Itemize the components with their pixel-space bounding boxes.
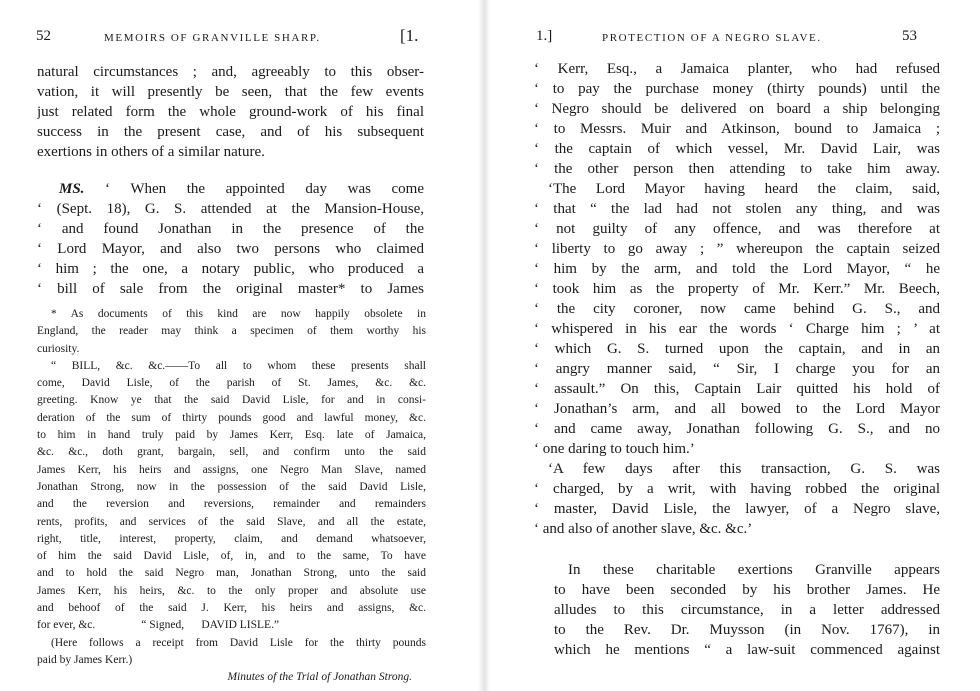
text-line: ‘ and found Jonathan in the presence of the (37, 221, 424, 237)
bracket-mark-left: [1. (400, 26, 419, 45)
manuscript-label: MS. (59, 181, 85, 197)
deed-signature-line: for ever, &c. “ Signed, DAVID LISLE.” (37, 619, 280, 632)
text-line: ‘ master, David Lisle, the lawyer, of a Negro slave, (534, 501, 940, 517)
text-line: which he mentions “ a law-suit commenced against (554, 642, 940, 658)
page-number-left: 52 (36, 28, 51, 44)
text-line: ‘ and also of another slave, &c. &c.’ (534, 521, 753, 537)
deed-line: to him in hand truly paid by James Kerr, Esq. late of Jamaica, (37, 429, 426, 442)
text-line: ‘ him ; the one, a notary public, who produced a (37, 261, 424, 277)
text-line: success in the present case, and of his subsequent (37, 124, 424, 140)
text-span: ‘ When the appointed day was come (105, 181, 424, 197)
text-line: ‘ and came away, Jonathan following G. S., and no (534, 421, 940, 437)
text-line: ‘The Lord Mayor having heard the claim, said, (548, 181, 940, 197)
text-line: In these charitable exertions Granville appears (568, 562, 940, 578)
left-page-header (0, 26, 478, 54)
text-line: ‘ assault.” On this, Captain Lair quitted his hold of (534, 381, 940, 397)
deed-line: and to hold the said Negro man, Jonathan Strong, unto the said (37, 567, 426, 580)
deed-line: and the reversion and reversions, remainder and remainders (37, 498, 426, 511)
right-final-paragraph (554, 560, 940, 660)
right-page (490, 0, 980, 691)
text-line: ‘ the city coroner, now came behind G. S., and (534, 301, 940, 317)
receipt-note-line: paid by James Kerr.) (37, 653, 133, 666)
running-head-right: PROTECTION OF A NEGRO SLAVE. (602, 32, 822, 44)
running-head-left: MEMOIRS OF GRANVILLE SHARP. (104, 32, 321, 44)
text-line: vation, it will presently be seen, that the few events (37, 84, 424, 100)
text-line: ‘ not guilty of any offence, and was therefore at (534, 221, 940, 237)
text-line: ‘ him by the arm, and told the Lord Mayor, “ he (534, 261, 940, 277)
deed-line: &c. &c., doth grant, bargain, sell, and confirm unto the said (37, 446, 426, 459)
text-line: ‘ which G. S. turned upon the captain, and in an (534, 341, 940, 357)
text-line: ‘ liberty to go away ; ” whereupon the captain seized (534, 241, 940, 257)
text-line: exertions in others of a similar nature. (37, 144, 265, 160)
text-line: ‘ to pay the purchase money (thirty pounds) until the (534, 81, 940, 97)
text-line: ‘ to Messrs. Muir and Atkinson, bound to Jamaica ; (534, 121, 940, 137)
text-line: ‘ one daring to touch him.’ (534, 441, 695, 457)
text-line: ‘ Jonathan’s arm, and all bowed to the Lord Mayor (534, 401, 940, 417)
deed-line: James Kerr, his heirs and assigns, one Negro Man Slave, named (37, 463, 426, 476)
left-paragraph-2 (37, 179, 424, 299)
text-line: ‘ angry manner said, “ Sir, I charge you for an (534, 361, 940, 377)
deed-line: and behoof of the said J. Kerr, his heirs and assigns, &c. (37, 602, 426, 615)
text-line: ‘ that “ the lad had not stolen any thing, and was (534, 201, 940, 217)
footnote-line: curiosity. (37, 342, 80, 355)
deed-line: “ BILL, &c. &c.——To all to whom these presents shall (51, 359, 426, 372)
text-line: just related form the whole ground-work of his final (37, 104, 424, 120)
left-page (0, 0, 478, 691)
text-line: natural circumstances ; and, agreeably to this obser- (37, 64, 424, 80)
text-line: to the Rev. Dr. Muysson (in Nov. 1767), in (554, 622, 940, 638)
text-line: ‘ the other person then attending to take him away. (534, 161, 940, 177)
footnote-line: England, the reader may think a specimen of them worthy his (37, 325, 426, 338)
receipt-note-line: (Here follows a receipt from David Lisle for the thirty pounds (51, 636, 426, 649)
right-page-header (490, 30, 980, 54)
text-line: ‘ charged, by a writ, with having robbed the original (534, 481, 940, 497)
right-body (534, 59, 940, 539)
text-line: to have been seconded by his brother James. He (554, 582, 940, 598)
deed-line: greeting. Know ye that the said David Lisle, for and in consi- (37, 394, 426, 407)
text-line: ‘ Kerr, Esq., a Jamaica planter, who had refused (534, 61, 940, 77)
footnote (37, 306, 426, 687)
text-line: ‘ (Sept. 18), G. S. attended at the Mansion-House, (37, 201, 424, 217)
text-line (37, 179, 424, 199)
bracket-mark-right: 1.] (536, 28, 553, 44)
deed-line: rents, profits, and services of the said Slave, and all the estate, (37, 515, 426, 528)
deed-line: Jonathan Strong, now in the possession of the said David Lisle, (37, 480, 426, 493)
deed-line: of him the said David Lisle, of, in, and to the same, To have (37, 550, 426, 563)
left-paragraph-1 (37, 62, 424, 162)
deed-line: come, David Lisle, of the parish of St. James, &c. &c. (37, 377, 426, 390)
deed-line: deration of the sum of thirty pounds good and lawful money, &c. (37, 411, 426, 424)
page-number-right: 53 (902, 28, 917, 44)
text-line: ‘ took him as the property of Mr. Kerr.” Mr. Beech, (534, 281, 940, 297)
text-line: ‘ bill of sale from the original master* to James (37, 281, 424, 297)
footnote-line: * As documents of this kind are now happily obsolete in (51, 308, 426, 320)
citation: Minutes of the Trial of Jonathan Strong. (227, 671, 412, 684)
deed-line: James Kerr, his heirs, &c. to the only proper and absolute use (37, 584, 426, 597)
book-gutter (478, 0, 490, 691)
text-line: ‘A few days after this transaction, G. S. was (548, 461, 940, 477)
text-line: ‘ whispered in his ear the words ‘ Charge him ; ’ at (534, 321, 940, 337)
deed-line: right, title, interest, property, claim, and demand whatsoever, (37, 532, 426, 545)
text-line: ‘ Negro should be delivered on board a ship belonging (534, 101, 940, 117)
text-line: ‘ Lord Mayor, and also two persons who claimed (37, 241, 424, 257)
text-line: ‘ the captain of which vessel, Mr. David Lair, was (534, 141, 940, 157)
text-line: alludes to this circumstance, in a letter addressed (554, 602, 940, 618)
